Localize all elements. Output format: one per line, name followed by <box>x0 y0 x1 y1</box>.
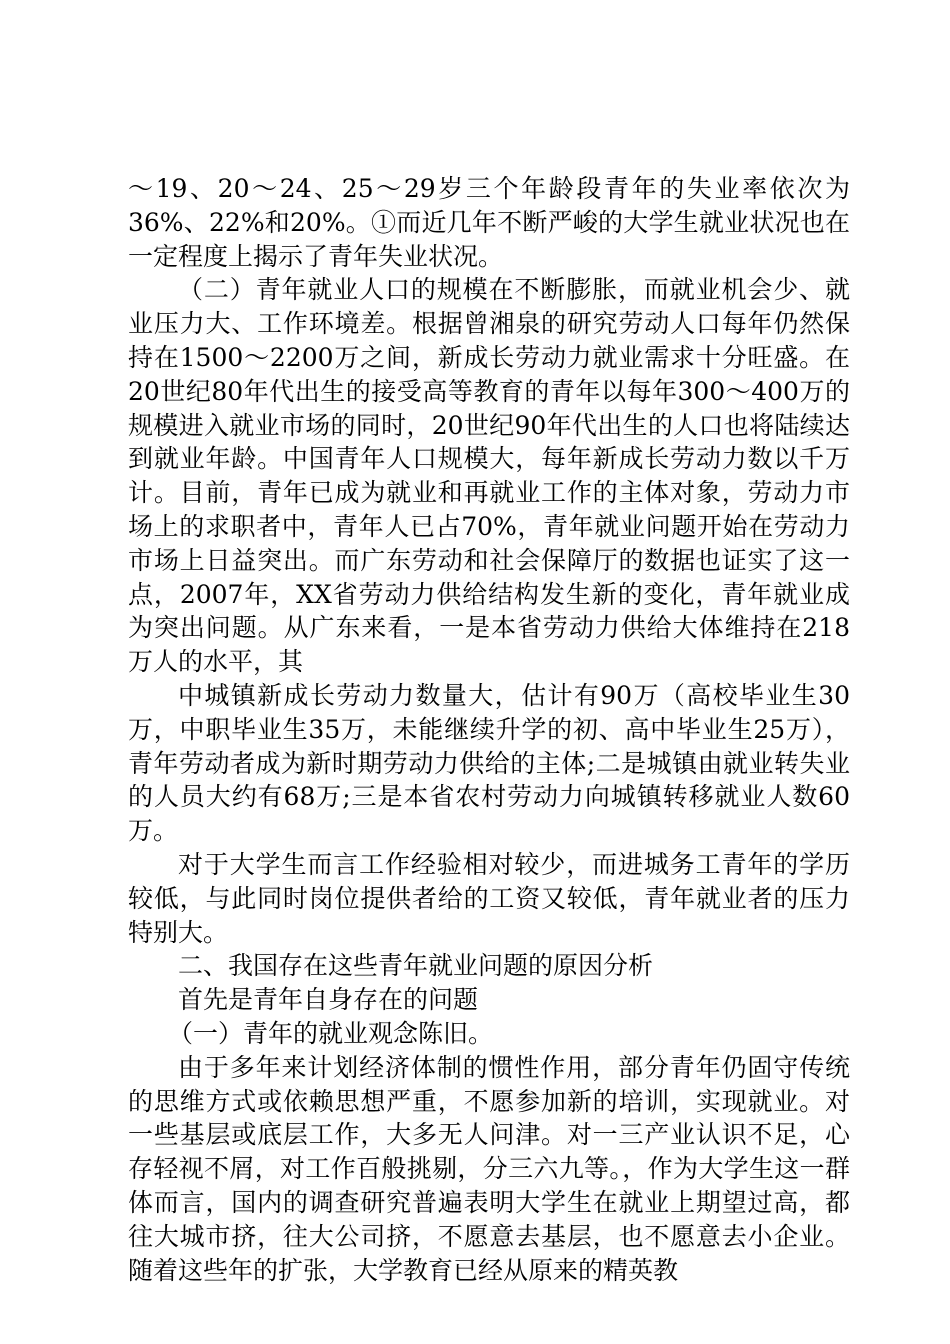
paragraph-planned-economy-inertia: 由于多年来计划经济体制的惯性作用，部分青年仍固守传统的思维方式或依赖思想严重，不愿参加新的培训，实现就业。对一些基层或底层工作，大多无人问津。对一三产业认识不足，心存轻视不屑，对工作百般挑剔，分三六九等。，作为大学生这一群体而言，国内的调查研究普遍表明大学生在就业上期望过高，都往大城市挤，往大公司挤，不愿意去基层，也不愿意去小企业。随着这些年的扩张，大学教育已经从原来的精英教 <box>128 1052 850 1285</box>
paragraph-youth-unemployment-rates: ～19、20～24、25～29岁三个年龄段青年的失业率依次为36%、22%和20%。①而近几年不断严峻的大学生就业状况也在一定程度上揭示了青年失业状况。 <box>128 174 850 271</box>
paragraph-labor-population-growth: （二）青年就业人口的规模在不断膨胀，而就业机会少、就业压力大、工作环境差。根据曾湘泉的研究劳动人口每年仍然保持在1500～2200万之间，新成长劳动力就业需求十分旺盛。在20世纪80年代出生的接受高等教育的青年以每年300～400万的规模进入就业市场的同时，20世纪90年代出生的人口也将陆续达到就业年龄。中国青年人口规模大，每年新成长劳动力数以千万计。目前，青年已成为就业和再就业工作的主体对象，劳动力市场上的求职者中，青年人已占70%，青年就业问题开始在劳动力市场上日益突出。而广东劳动和社会保障厅的数据也证实了这一点，2007年，XX省劳动力供给结构发生新的变化，青年就业成为突出问题。从广东来看，一是本省劳动力供给大体维持在218万人的水平，其 <box>128 275 850 677</box>
section-heading-cause-analysis: 二、我国存在这些青年就业问题的原因分析 <box>178 951 654 981</box>
paragraph-urban-labor-supply: 中城镇新成长劳动力数量大，估计有90万（高校毕业生30万，中职毕业生35万，未能继续升学的初、高中毕业生25万），青年劳动者成为新时期劳动力供给的主体;二是城镇由就业转失业的人员大约有68万;三是本省农村劳动力向城镇转移就业人数60万。 <box>128 680 850 846</box>
paragraph-employment-pressure: 对于大学生而言工作经验相对较少，而进城务工青年的学历较低，与此同时岗位提供者给的工资又较低，青年就业者的压力特别大。 <box>128 849 850 947</box>
subheading-youth-own-problems: 首先是青年自身存在的问题 <box>178 985 479 1015</box>
document-body <box>128 172 850 1287</box>
subheading-outdated-employment-concepts: （一）青年的就业观念陈旧。 <box>168 1018 494 1048</box>
